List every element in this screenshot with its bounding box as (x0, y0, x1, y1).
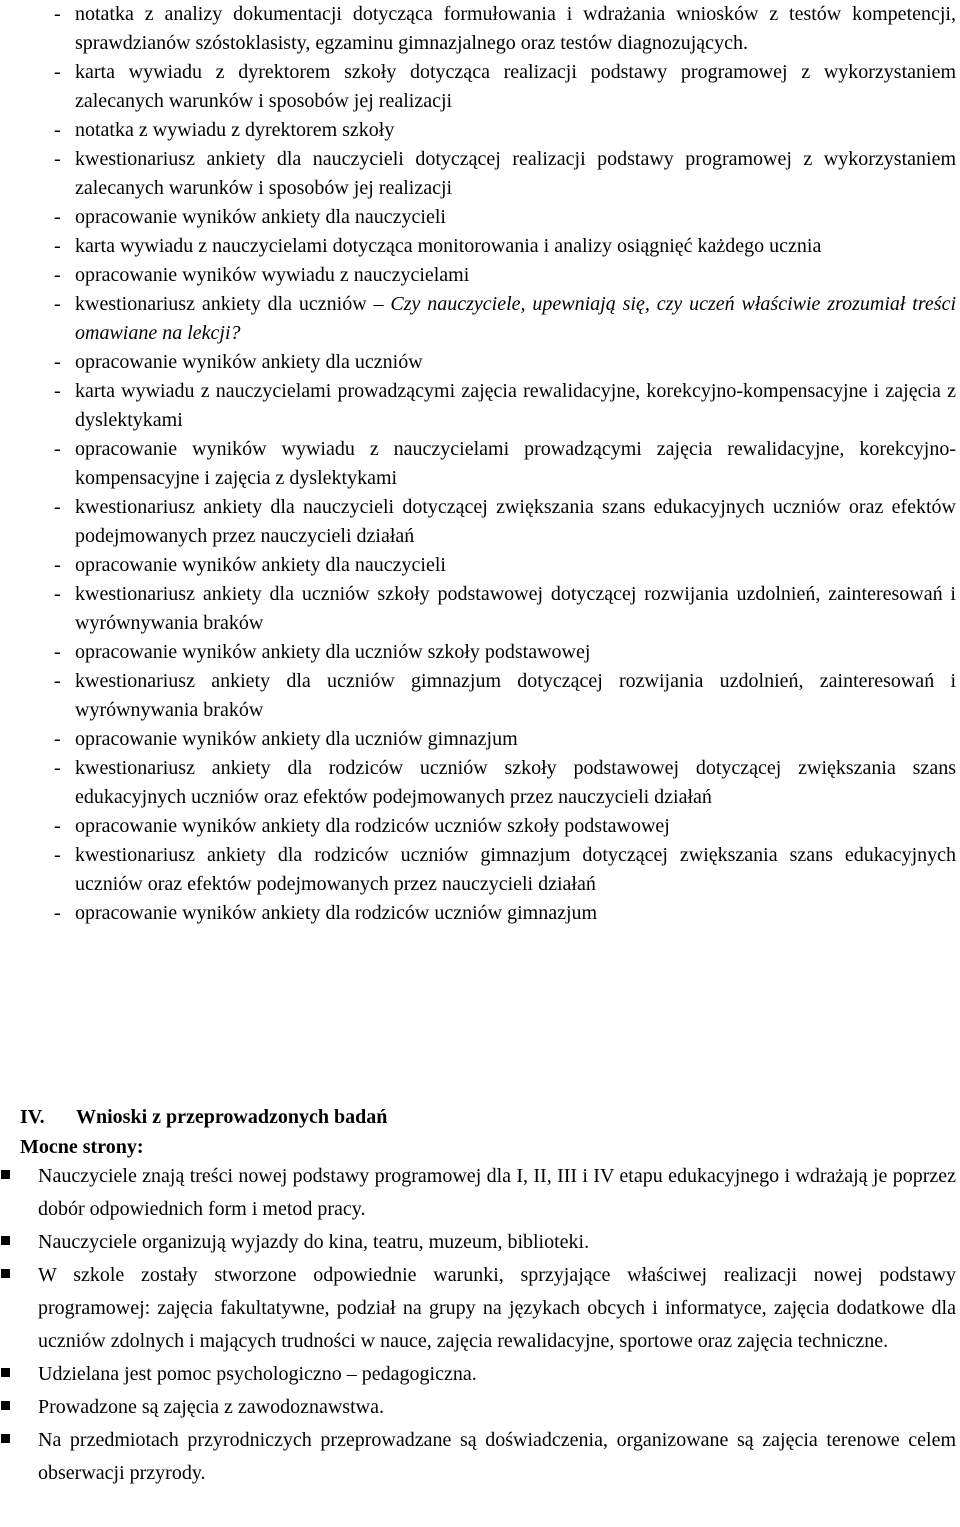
list-item-plain-text: karta wywiadu z nauczycielami prowadzącymi zajęcia rewalidacyjne, korekcyjno-kompensacyjne i zajęcia z dyslektykami (75, 380, 956, 431)
square-bullet-icon (1, 1368, 10, 1377)
list-dash: - (54, 728, 61, 750)
list-item-plain-text: kwestionariusz ankiety dla nauczycieli dotyczącej zwiększania szans edukacyjnych uczniów oraz efektów podejmowanych przez nauczycieli działań (75, 496, 956, 547)
list-item-text (75, 899, 956, 928)
strength-item (0, 1391, 956, 1424)
strength-item (0, 1259, 956, 1358)
section-number: IV. (20, 1106, 45, 1128)
list-item (54, 725, 956, 754)
square-bullet-icon (1, 1269, 10, 1278)
list-item (54, 812, 956, 841)
list-item-text (75, 667, 956, 725)
list-item-text (75, 377, 956, 435)
list-item-text (75, 551, 956, 580)
list-item-plain-text: opracowanie wyników wywiadu z nauczycielami prowadzącymi zajęcia rewalidacyjne, korekcyjno- kompensacyjne i zajęcia z dyslektykami (75, 438, 956, 489)
list-dash: - (54, 61, 61, 83)
list-dash: - (54, 583, 61, 605)
square-bullet-icon (1, 1170, 10, 1179)
list-item (54, 145, 956, 203)
strength-item-text: W szkole zostały stworzone odpowiednie warunki, sprzyjające właściwej realizacji nowej podstawy programowej: zajęcia fakultatywne, podział na grupy na językach obcych i informatyce, zajęcia dodatkowe dla uczniów zdolnych i mających trudności w nauce, zajęcia rewalidacyjne, sportowe oraz zajęcia techniczne. (38, 1264, 956, 1352)
list-dash: - (54, 351, 61, 373)
list-item-plain-text: notatka z analizy dokumentacji dotycząca formułowania i wdrażania wniosków z testów kompetencji, sprawdzianów szóstoklasisty, egzaminu gimnazjalnego oraz testów diagnozujących. (75, 3, 956, 54)
strength-item-text: Udzielana jest pomoc psychologiczno – pedagogiczna. (38, 1363, 477, 1385)
strengths-heading: Mocne strony: (20, 1136, 144, 1158)
list-item (54, 580, 956, 638)
list-dash: - (54, 235, 61, 257)
list-item (54, 58, 956, 116)
strengths-list (0, 1160, 956, 1490)
list-dash: - (54, 438, 61, 460)
list-item-text (75, 638, 956, 667)
list-item-text (75, 0, 956, 58)
list-item (54, 116, 956, 145)
list-dash: - (54, 641, 61, 663)
list-item-plain-text: opracowanie wyników ankiety dla uczniów szkoły podstawowej (75, 641, 591, 663)
list-item (54, 290, 956, 348)
list-dash: - (54, 293, 61, 315)
list-dash: - (54, 496, 61, 518)
list-dash: - (54, 902, 61, 924)
list-dash: - (54, 554, 61, 576)
list-item (54, 232, 956, 261)
list-item (54, 899, 956, 928)
square-bullet-icon (1, 1434, 10, 1443)
list-item (54, 493, 956, 551)
list-dash: - (54, 148, 61, 170)
list-item-text (75, 290, 956, 348)
list-item-plain-text: opracowanie wyników ankiety dla rodziców uczniów gimnazjum (75, 902, 598, 924)
list-dash: - (54, 380, 61, 402)
list-item-plain-text: kwestionariusz ankiety dla rodziców uczniów gimnazjum dotyczącej zwiększania szans edukacyjnych uczniów oraz efektów podejmowanych przez nauczycieli działań (75, 844, 956, 895)
list-item-plain-text: karta wywiadu z dyrektorem szkoły dotycząca realizacji podstawy programowej z wykorzystaniem zalecanych warunków i sposobów jej realizacji (75, 61, 956, 112)
list-item-text (75, 116, 956, 145)
list-item-text (75, 841, 956, 899)
list-item-plain-text: kwestionariusz ankiety dla uczniów gimnazjum dotyczącej rozwijania uzdolnień, zainteresowań i wyrównywania braków (75, 670, 956, 721)
list-item-plain-text: opracowanie wyników ankiety dla rodziców uczniów szkoły podstawowej (75, 815, 670, 837)
strength-item-text: Prowadzone są zajęcia z zawodoznawstwa. (38, 1396, 384, 1418)
list-dash: - (54, 757, 61, 779)
list-item (54, 754, 956, 812)
list-item (54, 0, 956, 58)
list-item-plain-text: opracowanie wyników wywiadu z nauczycielami (75, 264, 470, 286)
square-bullet-icon (1, 1401, 10, 1410)
section-heading (20, 1102, 387, 1132)
list-item-plain-text: kwestionariusz ankiety dla uczniów – (75, 293, 391, 315)
list-dash: - (54, 264, 61, 286)
list-item-plain-text: kwestionariusz ankiety dla nauczycieli dotyczącej realizacji podstawy programowej z wykorzystaniem zalecanych warunków i sposobów jej realizacji (75, 148, 956, 199)
list-item-text (75, 58, 956, 116)
list-item-text (75, 145, 956, 203)
strength-item (0, 1358, 956, 1391)
list-item-text (75, 435, 956, 493)
list-item-plain-text: opracowanie wyników ankiety dla uczniów gimnazjum (75, 728, 518, 750)
list-item (54, 551, 956, 580)
list-dash: - (54, 119, 61, 141)
list-item-plain-text: karta wywiadu z nauczycielami dotycząca monitorowania i analizy osiągnięć każdego ucznia (75, 235, 822, 257)
list-item (54, 203, 956, 232)
list-item-plain-text: opracowanie wyników ankiety dla nauczycieli (75, 554, 446, 576)
list-dash: - (54, 206, 61, 228)
strength-item-text: Nauczyciele organizują wyjazdy do kina, teatru, muzeum, biblioteki. (38, 1231, 590, 1253)
list-item-text (75, 232, 956, 261)
list-item-text (75, 580, 956, 638)
list-item-plain-text: kwestionariusz ankiety dla rodziców uczniów szkoły podstawowej dotyczącej zwiększania szans edukacyjnych uczniów oraz efektów podejmowanych przez nauczycieli działań (75, 757, 956, 808)
list-dash: - (54, 844, 61, 866)
list-item-text (75, 261, 956, 290)
list-item-plain-text: opracowanie wyników ankiety dla uczniów (75, 351, 423, 373)
list-item (54, 841, 956, 899)
list-item-text (75, 348, 956, 377)
strength-item (0, 1226, 956, 1259)
list-item-text (75, 754, 956, 812)
list-item (54, 638, 956, 667)
section-title: Wnioski z przeprowadzonych badań (76, 1106, 388, 1128)
list-dash: - (54, 815, 61, 837)
list-item-plain-text: opracowanie wyników ankiety dla nauczycieli (75, 206, 446, 228)
list-item (54, 348, 956, 377)
list-item (54, 377, 956, 435)
list-dash: - (54, 3, 61, 25)
strength-item-text: Na przedmiotach przyrodniczych przeprowadzane są doświadczenia, organizowane są zajęcia terenowe celem obserwacji przyrody. (38, 1429, 956, 1484)
strength-item-text: Nauczyciele znają treści nowej podstawy programowej dla I, II, III i IV etapu edukacyjnego i wdrażają je poprzez dobór odpowiednich form i metod pracy. (38, 1165, 956, 1220)
list-item-plain-text: kwestionariusz ankiety dla uczniów szkoły podstawowej dotyczącej rozwijania uzdolnień, zainteresowań i wyrównywania braków (75, 583, 956, 634)
square-bullet-icon (1, 1236, 10, 1245)
list-dash: - (54, 670, 61, 692)
list-item-text (75, 725, 956, 754)
list-item (54, 261, 956, 290)
list-item (54, 435, 956, 493)
strength-item (0, 1424, 956, 1490)
list-item-plain-text: notatka z wywiadu z dyrektorem szkoły (75, 119, 395, 141)
list-item (54, 667, 956, 725)
list-item-italic-text: Czy nauczyciele, upewniają się, czy uczeń właściwie zrozumiał treści omawiane na lekcji? (75, 293, 956, 344)
list-item-text (75, 493, 956, 551)
research-tools-list (54, 0, 956, 928)
list-item-text (75, 203, 956, 232)
strength-item (0, 1160, 956, 1226)
list-item-text (75, 812, 956, 841)
